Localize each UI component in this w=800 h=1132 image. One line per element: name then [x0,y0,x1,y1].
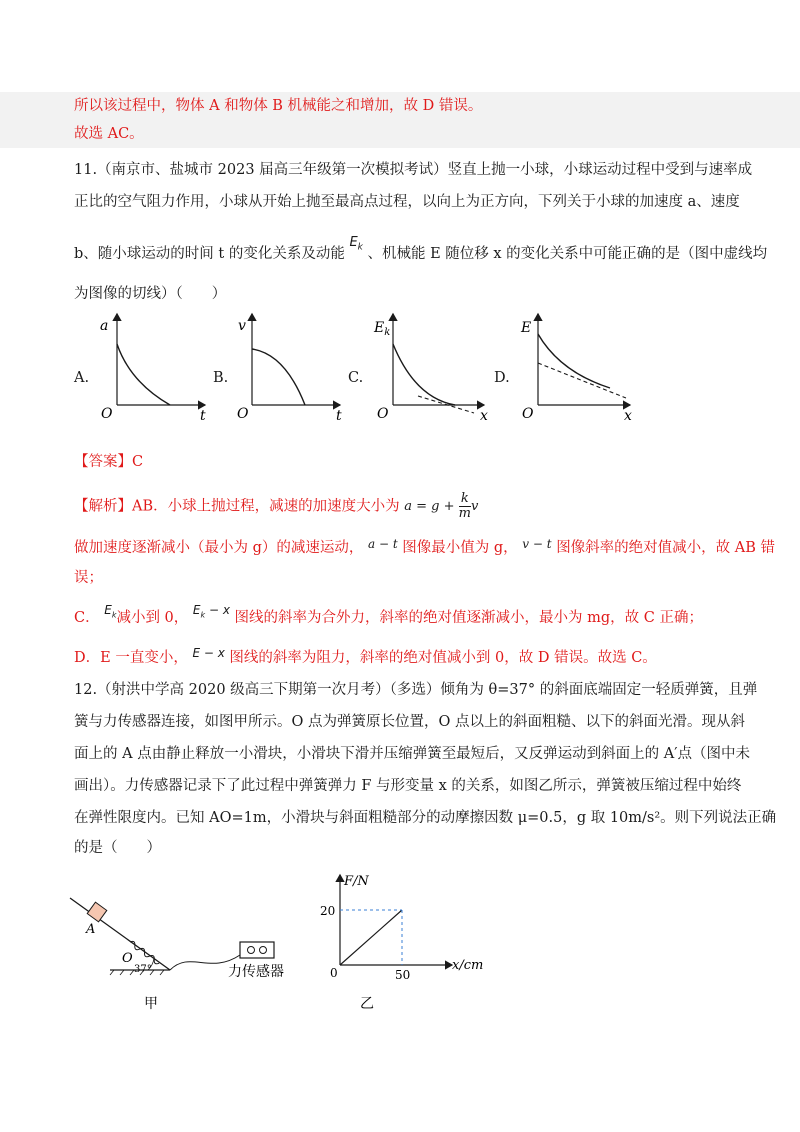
figure-yi [300,865,530,1020]
q12-line-3: 面上的 A 点由静止释放一小滑块，小滑块下滑并压缩弹簧至最短后，又反弹运动到斜面上的 A′点（图中未 [74,746,751,762]
q11-line-4: 为图像的切线）（ ） [74,286,227,302]
ek-symbol: $E_k$ [349,235,363,253]
at-symbol: a − t [368,537,398,551]
q12-line-4: 画出）。力传感器记录下了此过程中弹簧弹力 F 与形变量 x 的关系，如图乙所示，弹簧被压缩过程中始终 [74,778,742,794]
q11-line-2: 正比的空气阻力作用，小球从开始上抛至最高点过程，以向上为正方向，下列关于小球的加速度 a、速度 [74,194,740,210]
graph-b [237,314,342,424]
a11-exp2-part-a: 做加速度逐渐减小（最小为 g）的减速运动， [74,540,364,556]
graph-c-origin: O [377,406,389,422]
a11-exp5-part-a: D．E 一直变小， [74,650,188,666]
a11-exp2-part-c: 图像斜率的绝对值减小，故 AB 错 [556,540,776,556]
q12-line-6: 的是（ ） [74,840,161,856]
origin-label: 0 [330,966,338,980]
y-tick-20: 20 [320,904,336,918]
q11-line-3 [74,235,768,270]
a11-explanation-3: 误； [74,570,103,586]
a11-exp1-text: AB．小球上抛过程，减速的加速度大小为 [132,498,400,515]
q11-line-1: 11.（南京市、盐城市 2023 届高三年级第一次模拟考试）竖直上抛一小球，小球运动过程中受到与速率成 [74,162,753,178]
q12-line-2: 簧与力传感器连接，如图甲所示。O 点为弹簧原长位置，O 点以上的斜面粗糙、以下的斜面光滑。现从斜 [74,714,745,730]
graph-d-yaxis: E [521,320,532,336]
slider-block [87,902,107,922]
option-c-label: C. [348,370,364,386]
force-sensor [240,942,274,958]
acceleration-formula: a = g + $\frac{k}{m}$ v [404,491,479,521]
vt-symbol: v − t [522,537,552,551]
q12-line-5: 在弹性限度内。已知 AO=1m，小滑块与斜面粗糙部分的动摩擦因数 μ=0.5，g 取 10m/s²。则下列说法正确 [74,810,777,826]
graph-d-xaxis: x [624,408,632,424]
caption-jia: 甲 [144,996,158,1012]
a11-exp5-part-b: 图线的斜率为阻力，斜率的绝对值减小到 0，故 D 错误。故选 C。 [229,650,657,666]
prev-answer-line-2: 故选 AC。 [74,126,144,142]
graph-a [100,314,206,424]
label-o: O [122,951,133,966]
graph-a-origin: O [101,406,113,422]
ex-symbol: E − x [192,646,225,660]
graph-b-yaxis: v [238,318,246,334]
ekx-symbol: Ek − x [192,603,230,620]
graph-a-xaxis: t [200,408,206,424]
a11-exp4-part-b: 减小到 0， [116,610,189,626]
ek-symbol-2: Ek [104,603,117,620]
graph-a-yaxis: a [100,318,109,334]
option-d-label: D. [494,370,510,386]
a11-explanation-1 [74,492,478,521]
graph-c-yaxis: $E_k$ [374,320,391,338]
sensor-label: 力传感器 [228,964,284,980]
graph-d-origin: O [522,406,534,422]
option-graphs [0,300,800,430]
a11-exp4-part-a: C． [74,610,100,626]
angle-label: 37° [134,964,152,975]
option-b-label: B. [213,370,229,386]
a11-explanation-4 [74,603,703,633]
prev-answer-line-1: 所以该过程中，物体 A 和物体 B 机械能之和增加，故 D 错误。 [74,98,483,114]
explanation-tag: 【解析】 [74,498,132,515]
x-tick-50: 50 [395,968,411,982]
a11-exp4-part-c: 图线的斜率为合外力，斜率的绝对值逐渐减小，最小为 mg，故 C 正确； [234,610,703,626]
q12-line-1: 12.（射洪中学高 2020 级高三下期第一次月考）（多选）倾角为 θ=37° 的斜面底端固定一轻质弹簧，且弹 [74,682,758,698]
q11-line-3-part-a: b、随小球运动的时间 t 的变化关系及动能 [74,246,345,262]
xaxis-label: x/cm [452,958,484,973]
yaxis-label: F/N [344,874,369,889]
a11-explanation-2 [74,538,775,558]
caption-yi: 乙 [360,996,374,1012]
graph-c [373,314,488,424]
a11-exp2-part-b: 图像最小值为 g， [402,540,518,556]
force-line [340,910,402,965]
graph-c-xaxis: x [480,408,488,424]
figure-jia [60,880,300,1020]
q11-line-3-part-b: 、机械能 E 随位移 x 的变化关系中可能正确的是（图中虚线均 [367,246,768,262]
label-a: A [86,922,96,937]
graph-b-origin: O [237,406,249,422]
a11-answer: 【答案】C [74,454,144,470]
graph-d [520,314,632,424]
option-a-label: A. [74,370,90,386]
graph-b-xaxis: t [336,408,342,424]
a11-explanation-5 [74,648,657,668]
